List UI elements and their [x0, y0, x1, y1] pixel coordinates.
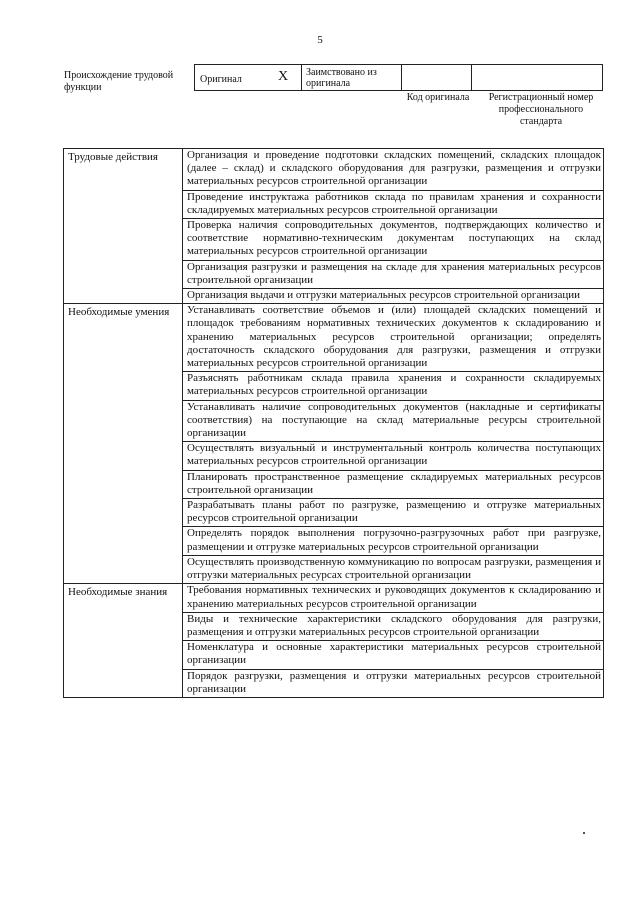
section-label: Необходимые умения — [64, 304, 183, 583]
page-number: 5 — [317, 34, 323, 46]
origin-table — [194, 64, 603, 91]
section-required-skills — [64, 303, 603, 583]
table-row: Устанавливать соответствие объемов и (или) площадей складских помещений и площадок требованиям нормативных технических документов к складированию и хранению материальных ресурсов строительной организации; определять достаточность складского оборудования для разгрузки, размещения и отгрузки материальных ресурсов строительной организации — [187, 304, 601, 370]
table-row: Организация разгрузки и размещения на складе для хранения материальных ресурсов строительной организации — [183, 260, 603, 288]
table-row: Организация и проведение подготовки складских помещений, складских площадок (далее – склад) и складского оборудования для разгрузки, размещения и отгрузки материальных ресурсов строительной организации — [187, 149, 601, 188]
table-row: Порядок разгрузки, размещения и отгрузки материальных ресурсов строительной организации — [183, 669, 603, 697]
table-row: Разъяснять работникам склада правила хранения и сохранности складируемых материальных ресурсов строительной организации — [183, 371, 603, 399]
table-row: Определять порядок выполнения погрузочно-разгрузочных работ при разгрузке, размещении и отгрузке материальных ресурсов строительной организации — [183, 526, 603, 554]
table-row: Осуществлять визуальный и инструментальный контроль количества поступающих материальных ресурсов строительной организации — [183, 441, 603, 469]
original-mark: X — [277, 69, 289, 84]
table-row: Организация выдачи и отгрузки материальных ресурсов строительной организации — [183, 288, 603, 303]
table-row: Требования нормативных технических и руководящих документов к складированию и хранению материальных ресурсов строительной организации — [187, 584, 601, 610]
table-row: Осуществлять производственную коммуникацию по вопросам разгрузки, размещения и отгрузки материальных ресурсах строительной организации — [183, 555, 603, 583]
table-row: Проведение инструктажа работников склада по правилам хранения и сохранности складируемых материальных ресурсов строительной организации — [183, 190, 603, 218]
original-label: Оригинал — [200, 74, 242, 85]
section-required-knowledge — [64, 583, 603, 697]
table-row: Устанавливать наличие сопроводительных документов (накладные и сертификаты соответствия) на поступающие на склад материальные ресурсы строительной организации — [183, 400, 603, 442]
original-code-cell — [401, 65, 471, 90]
borrowed-label: Заимствовано из оригинала — [301, 65, 401, 90]
section-labor-actions — [64, 149, 603, 303]
scan-speck — [583, 832, 585, 834]
registration-caption: Регистрационный номер профессионального стандарта — [488, 92, 594, 127]
section-label: Трудовые действия — [64, 149, 183, 303]
table-row: Планировать пространственное размещение складируемых материальных ресурсов строительной организации — [183, 470, 603, 498]
function-table — [63, 148, 604, 698]
table-row: Разрабатывать планы работ по разгрузке, размещению и отгрузке материальных ресурсов строительной организации — [183, 498, 603, 526]
registration-number-cell — [471, 65, 602, 90]
table-row: Виды и технические характеристики складского оборудования для разгрузки, размещения и отгрузки материальных ресурсов строительной организации — [183, 612, 603, 640]
section-label: Необходимые знания — [64, 584, 183, 697]
origin-label: Происхождение трудовой функции — [64, 70, 174, 93]
table-row: Номенклатура и основные характеристики материальных ресурсов строительной организации — [183, 640, 603, 668]
table-row: Проверка наличия сопроводительных документов, подтверждающих количество и соответствие нормативно-техническим документам поступающих на склад материальных ресурсов строительной организации — [183, 218, 603, 260]
code-caption: Код оригинала — [406, 92, 470, 103]
